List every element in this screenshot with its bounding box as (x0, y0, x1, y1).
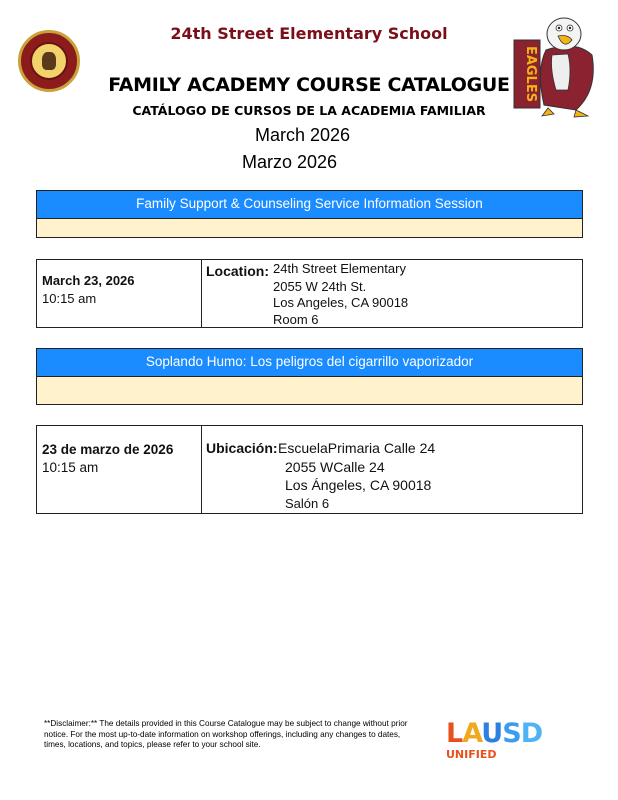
month-es: Marzo 2026 (242, 152, 338, 172)
course-time-es: 10:15 am (42, 460, 99, 475)
location-line-2-es: 2055 WCalle 24 (285, 459, 385, 475)
course-location-cell-es (202, 426, 582, 513)
course-description-en (37, 219, 582, 237)
logo-letter-u: U (481, 718, 503, 749)
course-title-es: Soplando Humo: Los peligros del cigarrillo vaporizador (37, 349, 582, 377)
eagle-mascot-image (506, 10, 612, 118)
location-line-4-en: Room 6 (273, 312, 319, 327)
course-title-en: Family Support & Counseling Service Information Session (37, 191, 582, 219)
location-line-1-en: 24th Street Elementary (273, 261, 406, 276)
logo-letter-l: L (446, 718, 463, 749)
course-date-en: March 23, 2026 (42, 273, 135, 288)
location-label-en: Location: (206, 263, 269, 279)
course-description-es (37, 377, 582, 404)
school-name: 24th Street Elementary School (170, 24, 448, 43)
location-line-3-en: Los Angeles, CA 90018 (273, 295, 409, 310)
logo-letter-d: D (520, 718, 543, 749)
course-date-es: 23 de marzo de 2026 (42, 442, 174, 457)
month-en: March 2026 (255, 125, 351, 145)
svg-text:EAGLES: EAGLES (523, 45, 538, 103)
disclaimer-text: **Disclaimer:** The details provided in this Course Catalogue may be subject to change without prior notice. For the most up-to-date information on workshop offerings, including any changes to dates, times, locations, and topics, please refer to your school site. (44, 719, 408, 750)
logo-letter-s: S (502, 718, 521, 749)
location-line-3-es: Los Ángeles, CA 90018 (285, 477, 432, 493)
location-label-es: Ubicación: (206, 440, 278, 456)
course-card-es (36, 348, 583, 405)
logo-unified-text: UNIFIED (446, 748, 497, 761)
lausd-unified-logo (446, 719, 576, 769)
location-line-2-en: 2055 W 24th St. (273, 279, 367, 294)
course-details-es (36, 425, 583, 514)
logo-letter-a: A (462, 718, 482, 749)
course-date-cell-es (37, 426, 202, 513)
course-time-en: 10:15 am (42, 291, 97, 306)
course-card-en (36, 190, 583, 238)
location-line-4-es: Salón 6 (285, 496, 330, 511)
course-location-cell-en (202, 260, 582, 327)
location-line-1-es: EscuelaPrimaria Calle 24 (278, 440, 436, 456)
catalogue-title-en: FAMILY ACADEMY COURSE CATALOGUE (108, 74, 510, 96)
course-details-en (36, 259, 583, 328)
course-date-cell-en (37, 260, 202, 327)
catalogue-title-es: CATÁLOGO DE CURSOS DE LA ACADEMIA FAMILIAR (132, 103, 486, 118)
